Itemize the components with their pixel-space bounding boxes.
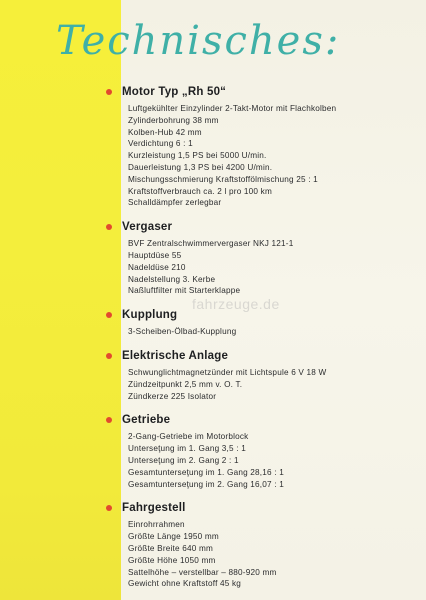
- spec-line: Gesamtunterseţung im 1. Gang 28,16 : 1: [128, 467, 284, 477]
- section-title: Motor Typ „Rh 50“: [122, 86, 227, 98]
- section-title: Kupplung: [122, 309, 178, 322]
- spec-line: Größte Breite 640 mm: [128, 543, 213, 553]
- spec-line: Kurzleistung 1,5 PS bei 5000 U/min.: [128, 151, 267, 161]
- section-title: Elektrische Anlage: [122, 349, 229, 362]
- yellow-side-band: [0, 0, 121, 600]
- section-elektrische-anlage: [106, 348, 406, 402]
- watermark-text: fahrzeuge.de: [192, 296, 280, 312]
- spec-line: Hauptdüse 55: [128, 250, 182, 260]
- spec-line: BVF Zentralschwimmervergaser NKJ 121-1: [128, 239, 294, 249]
- spec-line: Gewicht ohne Kraftstoff 45 kg: [128, 579, 242, 589]
- spec-line: Unterseţung im 2. Gang 2 : 1: [128, 455, 239, 465]
- spec-line: Kolben-Hub 42 mm: [128, 127, 202, 137]
- bullet-icon: [106, 417, 112, 423]
- spec-line: Nadeldüse 210: [128, 262, 186, 272]
- spec-line: Verdichtung 6 : 1: [128, 139, 193, 149]
- spec-line: Einrohrrahmen: [128, 520, 185, 530]
- page-heading: Technisches:: [56, 18, 341, 64]
- spec-line: Gesamtunterseţung im 2. Gang 16,07 : 1: [128, 479, 284, 489]
- spec-line: Unterseţung im 1. Gang 3,5 : 1: [128, 444, 246, 454]
- spec-line: Schwunglichtmagnetzünder mit Lichtspule 6 V 18 W: [128, 367, 327, 377]
- spec-list: [106, 84, 406, 600]
- section-title: Vergaser: [122, 221, 173, 234]
- section-title: Getriebe: [122, 414, 171, 427]
- bullet-icon: [106, 312, 112, 318]
- spec-line: Sattelhöhe – verstellbar – 880-920 mm: [128, 567, 277, 577]
- section-vergaser: [106, 219, 406, 297]
- spec-line: Dauerleistung 1,3 PS bei 4200 U/min.: [128, 162, 273, 172]
- spec-line: Schalldämpfer zerlegbar: [128, 198, 222, 208]
- bullet-icon: [106, 353, 112, 359]
- bullet-icon: [106, 505, 112, 511]
- spec-line: Zündkerze 225 Isolator: [128, 391, 217, 401]
- spec-line: Zündzeitpunkt 2,5 mm v. O. T.: [128, 379, 243, 389]
- section-title: Fahrgestell: [122, 502, 186, 515]
- bullet-icon: [106, 89, 112, 95]
- section-getriebe: [106, 412, 406, 490]
- section-fahrgestell: [106, 500, 406, 590]
- spec-line: Zylinderbohrung 38 mm: [128, 115, 219, 125]
- spec-line: Kraftstoffverbrauch ca. 2 l pro 100 km: [128, 186, 272, 196]
- section-kupplung: [106, 307, 406, 338]
- section-motor: [106, 84, 406, 209]
- spec-line: 3-Scheiben-Ölbad-Kupplung: [128, 327, 237, 337]
- spec-line: 2-Gang-Getriebe im Motorblock: [128, 432, 249, 442]
- spec-line: Größte Höhe 1050 mm: [128, 555, 216, 565]
- spec-line: Naßluftfilter mit Starterklappe: [128, 286, 241, 296]
- spec-line: Luftgekühlter Einzylinder 2-Takt-Motor mit Flachkolben: [128, 104, 337, 113]
- spec-line: Nadelstellung 3. Kerbe: [128, 274, 216, 284]
- spec-line: Mischungsschmierung Kraftstoffölmischung 25 : 1: [128, 174, 318, 184]
- bullet-icon: [106, 224, 112, 230]
- spec-line: Größte Länge 1950 mm: [128, 532, 219, 542]
